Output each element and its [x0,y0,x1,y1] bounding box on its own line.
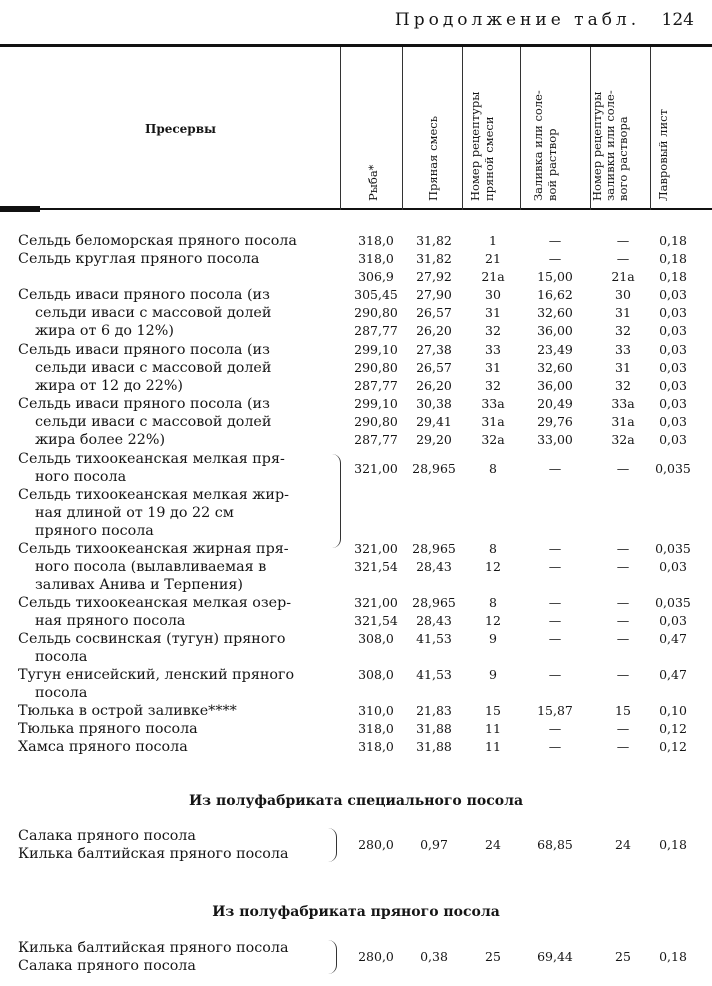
brine-recipe-value: — [616,721,630,736]
product-name-line: ная пряного посола [35,613,186,629]
marinade-value: — [548,667,562,682]
section2-name-2: Салака пряного посола [18,958,196,974]
spice-recipe-value: 21 [485,251,501,266]
brine-recipe-value: — [616,461,630,476]
product-name-line: Тюлька пряного посола [18,721,198,737]
fish-value: 318,0 [358,739,394,754]
brine-recipe-value: 31а [611,414,635,429]
bay-leaf-value: 0,03 [659,396,687,411]
group-brace [332,454,341,548]
product-name-line: Сельдь тихоокеанская жирная пря- [18,541,289,557]
fish-value: 299,10 [354,342,398,357]
brine-recipe-value: 31 [615,360,631,375]
fish-value: 308,0 [358,631,394,646]
fish-value: 318,0 [358,251,394,266]
column-header-bay-leaf: Лавровый лист [656,109,670,201]
spice-mix-value: 30,38 [416,396,452,411]
fish-value: 321,54 [354,613,398,628]
product-name-line: сельди иваси с массовой долей [35,305,272,321]
spice-recipe-value: 33 [485,342,501,357]
page-number: 124 [661,10,694,30]
spice-recipe-value: 31 [485,360,501,375]
header-label: Продолжение табл. [394,10,641,30]
product-name-line: Сельдь иваси пряного посола (из [18,396,270,412]
fish-value: 280,0 [358,949,394,964]
spice-mix-value: 29,41 [416,414,452,429]
brine-recipe-value: 30 [615,287,631,302]
fish-value: 290,80 [354,414,398,429]
fish-value: 321,00 [354,541,398,556]
section1-name-2: Килька балтийская пряного посола [18,846,289,862]
marinade-value: — [548,613,562,628]
marinade-value: 68,85 [537,837,573,852]
bay-leaf-value: 0,035 [655,461,691,476]
bay-leaf-value: 0,47 [659,631,687,646]
spice-mix-value: 41,53 [416,667,452,682]
brine-recipe-value: — [616,667,630,682]
fish-value: 290,80 [354,305,398,320]
spice-recipe-value: 31 [485,305,501,320]
column-header-marinade-1: Заливка или соле- [531,90,545,201]
spice-recipe-value: 32 [485,378,501,393]
spice-recipe-value: 30 [485,287,501,302]
product-name-line: ного посола (вылавливаемая в [35,559,267,575]
brine-recipe-value: — [616,541,630,556]
spice-recipe-value: 8 [489,541,497,556]
product-name-line: Сельдь тихоокеанская мелкая жир- [18,487,289,503]
bay-leaf-value: 0,03 [659,305,687,320]
spice-recipe-value: 11 [485,721,501,736]
bay-leaf-value: 0,12 [659,739,687,754]
product-name-line: Сельдь тихоокеанская мелкая озер- [18,595,292,611]
marinade-value: 16,62 [537,287,573,302]
spice-mix-value: 26,20 [416,323,452,338]
product-name-line: Хамса пряного посола [18,739,188,755]
fish-value: 321,00 [354,461,398,476]
product-name-line: ная длиной от 19 до 22 см [35,505,234,521]
column-divider [520,47,521,210]
brine-recipe-value: 15 [615,703,631,718]
bay-leaf-value: 0,18 [659,251,687,266]
product-name-line: пряного посола [35,523,154,539]
fish-value: 305,45 [354,287,398,302]
header-bottom-rule [0,208,712,210]
marinade-value: — [548,559,562,574]
brine-recipe-value: — [616,613,630,628]
brine-recipe-value: — [616,595,630,610]
spice-mix-value: 31,88 [416,721,452,736]
spice-mix-value: 0,97 [420,837,448,852]
product-name-line: Сельдь иваси пряного посола (из [18,287,270,303]
marinade-value: 15,00 [537,269,573,284]
spice-mix-value: 26,57 [416,305,452,320]
fish-value: 318,0 [358,721,394,736]
marinade-value: 69,44 [537,949,573,964]
marinade-value: — [548,595,562,610]
spice-recipe-value: 25 [485,949,501,964]
section-title-special: Из полуфабриката специального посола [188,793,524,809]
bay-leaf-value: 0,03 [659,323,687,338]
column-divider [340,47,341,210]
spice-recipe-value: 12 [485,613,501,628]
spice-recipe-value: 32а [481,432,505,447]
fish-value: 287,77 [354,323,398,338]
page-header [395,10,694,30]
product-name-line: Тюлька в острой заливке**** [18,703,237,719]
spice-recipe-value: 32 [485,323,501,338]
marinade-value: 36,00 [537,323,573,338]
spice-mix-value: 27,90 [416,287,452,302]
spice-mix-value: 28,965 [412,595,456,610]
table-top-rule [0,44,712,47]
product-name-line: заливах Анива и Терпения) [35,577,243,593]
bay-leaf-value: 0,03 [659,378,687,393]
spice-recipe-value: 21а [481,269,505,284]
marinade-value: 15,87 [537,703,573,718]
brine-recipe-value: 25 [615,949,631,964]
fish-value: 308,0 [358,667,394,682]
spice-recipe-value: 15 [485,703,501,718]
spice-recipe-value: 8 [489,595,497,610]
bay-leaf-value: 0,18 [659,269,687,284]
spice-recipe-value: 9 [489,631,497,646]
product-name-line: сельди иваси с массовой долей [35,360,272,376]
spice-mix-value: 28,965 [412,541,456,556]
spice-recipe-value: 9 [489,667,497,682]
brine-recipe-value: 24 [615,837,631,852]
bay-leaf-value: 0,03 [659,613,687,628]
marinade-value: — [548,721,562,736]
marinade-value: — [548,461,562,476]
spice-mix-value: 28,43 [416,613,452,628]
bay-leaf-value: 0,03 [659,559,687,574]
product-name-line: Тугун енисейский, ленский пряного [18,667,295,683]
marinade-value: 32,60 [537,360,573,375]
fish-value: 290,80 [354,360,398,375]
marinade-value: 32,60 [537,305,573,320]
spice-mix-value: 21,83 [416,703,452,718]
spice-mix-value: 27,92 [416,269,452,284]
marinade-value: — [548,233,562,248]
column-header-preserves: Пресервы [145,122,217,136]
product-name-line: жира от 12 до 22%) [35,378,184,394]
spice-mix-value: 26,57 [416,360,452,375]
bay-leaf-value: 0,03 [659,360,687,375]
marinade-value: — [548,541,562,556]
spice-recipe-value: 8 [489,461,497,476]
bay-leaf-value: 0,03 [659,432,687,447]
brine-recipe-value: — [616,631,630,646]
bay-leaf-value: 0,12 [659,721,687,736]
brine-recipe-value: — [616,739,630,754]
brine-recipe-value: 32а [611,432,635,447]
column-header-spice-recipe-1: Номер рецептуры [468,91,482,201]
column-divider [650,47,651,210]
spice-mix-value: 31,82 [416,251,452,266]
fish-value: 306,9 [358,269,394,284]
spice-mix-value: 28,965 [412,461,456,476]
column-header-spice-mix: Пряная смесь [426,116,440,201]
fish-value: 299,10 [354,396,398,411]
product-name-line: ного посола [35,469,127,485]
fish-value: 321,00 [354,595,398,610]
product-name-line: Сельдь круглая пряного посола [18,251,260,267]
product-name-line: Сельдь иваси пряного посола (из [18,342,270,358]
product-name-line: сельди иваси с массовой долей [35,414,272,430]
spice-mix-value: 31,88 [416,739,452,754]
brine-recipe-value: 31 [615,305,631,320]
bay-leaf-value: 0,03 [659,287,687,302]
marinade-value: — [548,631,562,646]
spice-recipe-value: 12 [485,559,501,574]
spice-recipe-value: 11 [485,739,501,754]
column-header-fish: Рыба* [366,164,380,201]
product-name-line: жира от 6 до 12%) [35,323,174,339]
column-header-brine-recipe-2: заливки или соле- [603,90,617,201]
product-name-line: посола [35,649,88,665]
fish-value: 280,0 [358,837,394,852]
column-header-brine-recipe-1: Номер рецептуры [590,91,604,201]
fish-value: 287,77 [354,378,398,393]
section1-name-1: Салака пряного посола [18,828,196,844]
marinade-value: 33,00 [537,432,573,447]
spice-mix-value: 29,20 [416,432,452,447]
product-name-line: Сельдь тихоокеанская мелкая пря- [18,451,285,467]
marinade-value: 23,49 [537,342,573,357]
bay-leaf-value: 0,03 [659,414,687,429]
spice-mix-value: 28,43 [416,559,452,574]
fish-value: 310,0 [358,703,394,718]
bay-leaf-value: 0,18 [659,837,687,852]
product-name-line: Сельдь беломорская пряного посола [18,233,297,249]
spice-mix-value: 0,38 [420,949,448,964]
spice-mix-value: 41,53 [416,631,452,646]
product-name-line: Сельдь сосвинская (тугун) пряного [18,631,286,647]
bay-leaf-value: 0,035 [655,541,691,556]
product-name-line: посола [35,685,88,701]
bay-leaf-value: 0,10 [659,703,687,718]
marinade-value: 36,00 [537,378,573,393]
bay-leaf-value: 0,47 [659,667,687,682]
spice-mix-value: 26,20 [416,378,452,393]
bay-leaf-value: 0,18 [659,949,687,964]
column-header-spice-recipe-2: пряной смеси [482,116,496,201]
header-bottom-rule-mark [0,206,40,212]
marinade-value: 20,49 [537,396,573,411]
spice-recipe-value: 31а [481,414,505,429]
brine-recipe-value: 32 [615,378,631,393]
spice-recipe-value: 1 [489,233,497,248]
brine-recipe-value: — [616,559,630,574]
product-name-line: жира более 22%) [35,432,166,448]
marinade-value: 29,76 [537,414,573,429]
column-header-marinade-2: вой раствор [545,128,559,201]
column-divider [462,47,463,210]
spice-recipe-value: 33а [481,396,505,411]
column-divider [402,47,403,210]
spice-mix-value: 27,38 [416,342,452,357]
column-header-brine-recipe-3: вого раствора [616,116,630,201]
marinade-value: — [548,251,562,266]
bay-leaf-value: 0,035 [655,595,691,610]
brine-recipe-value: 33а [611,396,635,411]
spice-mix-value: 31,82 [416,233,452,248]
fish-value: 321,54 [354,559,398,574]
fish-value: 318,0 [358,233,394,248]
brine-recipe-value: — [616,251,630,266]
fish-value: 287,77 [354,432,398,447]
group-brace [328,940,337,974]
bay-leaf-value: 0,18 [659,233,687,248]
brine-recipe-value: — [616,233,630,248]
section2-name-1: Килька балтийская пряного посола [18,940,289,956]
spice-recipe-value: 24 [485,837,501,852]
marinade-value: — [548,739,562,754]
bay-leaf-value: 0,03 [659,342,687,357]
brine-recipe-value: 21а [611,269,635,284]
brine-recipe-value: 32 [615,323,631,338]
group-brace [328,828,337,862]
brine-recipe-value: 33 [615,342,631,357]
section-title-spicy: Из полуфабриката пряного посола [212,904,500,920]
